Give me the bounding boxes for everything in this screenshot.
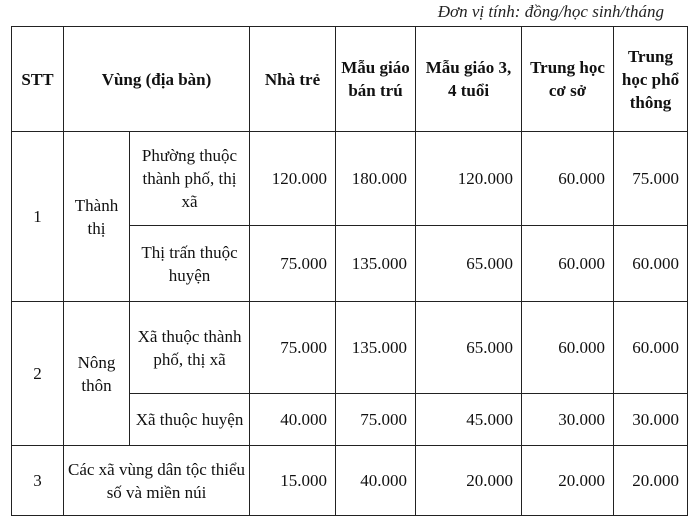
upper-sec-cell: 30.000 [614,394,688,446]
kg-boarding-cell: 75.000 [336,394,416,446]
lower-sec-cell: 20.000 [522,446,614,516]
group-stt: 2 [12,302,64,446]
header-row [12,27,688,132]
kg-boarding-cell: 40.000 [336,446,416,516]
table-row [12,446,688,516]
lower-sec-cell: 60.000 [522,132,614,226]
group-label: Các xã vùng dân tộc thiểu số và miền núi [64,446,250,516]
group-label: Thành thị [64,132,130,302]
area-cell: Phường thuộc thành phố, thị xã [130,132,250,226]
area-cell: Thị trấn thuộc huyện [130,226,250,302]
lower-sec-cell: 60.000 [522,226,614,302]
table-row [12,132,688,226]
kg-boarding-cell: 135.000 [336,302,416,394]
upper-sec-cell: 60.000 [614,302,688,394]
area-cell: Xã thuộc huyện [130,394,250,446]
header-kindergarten-3-4: Mẫu giáo 3, 4 tuổi [416,27,522,132]
kg-3-4-cell: 45.000 [416,394,522,446]
kg-3-4-cell: 65.000 [416,226,522,302]
nursery-cell: 120.000 [250,132,336,226]
header-kindergarten-boarding: Mẫu giáo bán trú [336,27,416,132]
header-nursery: Nhà trẻ [250,27,336,132]
group-label: Nông thôn [64,302,130,446]
unit-note: Đơn vị tính: đồng/học sinh/tháng [437,2,664,21]
nursery-cell: 15.000 [250,446,336,516]
kg-3-4-cell: 65.000 [416,302,522,394]
kg-boarding-cell: 180.000 [336,132,416,226]
kg-3-4-cell: 20.000 [416,446,522,516]
group-stt: 1 [12,132,64,302]
header-lower-secondary: Trung học cơ sở [522,27,614,132]
header-upper-secondary: Trung học phổ thông [614,27,688,132]
kg-3-4-cell: 120.000 [416,132,522,226]
nursery-cell: 75.000 [250,302,336,394]
upper-sec-cell: 75.000 [614,132,688,226]
header-region: Vùng (địa bàn) [64,27,250,132]
upper-sec-cell: 60.000 [614,226,688,302]
upper-sec-cell: 20.000 [614,446,688,516]
tuition-fee-table [11,26,688,516]
area-cell: Xã thuộc thành phố, thị xã [130,302,250,394]
nursery-cell: 75.000 [250,226,336,302]
table-row [12,302,688,394]
nursery-cell: 40.000 [250,394,336,446]
kg-boarding-cell: 135.000 [336,226,416,302]
lower-sec-cell: 60.000 [522,302,614,394]
group-stt: 3 [12,446,64,516]
lower-sec-cell: 30.000 [522,394,614,446]
header-stt: STT [12,27,64,132]
